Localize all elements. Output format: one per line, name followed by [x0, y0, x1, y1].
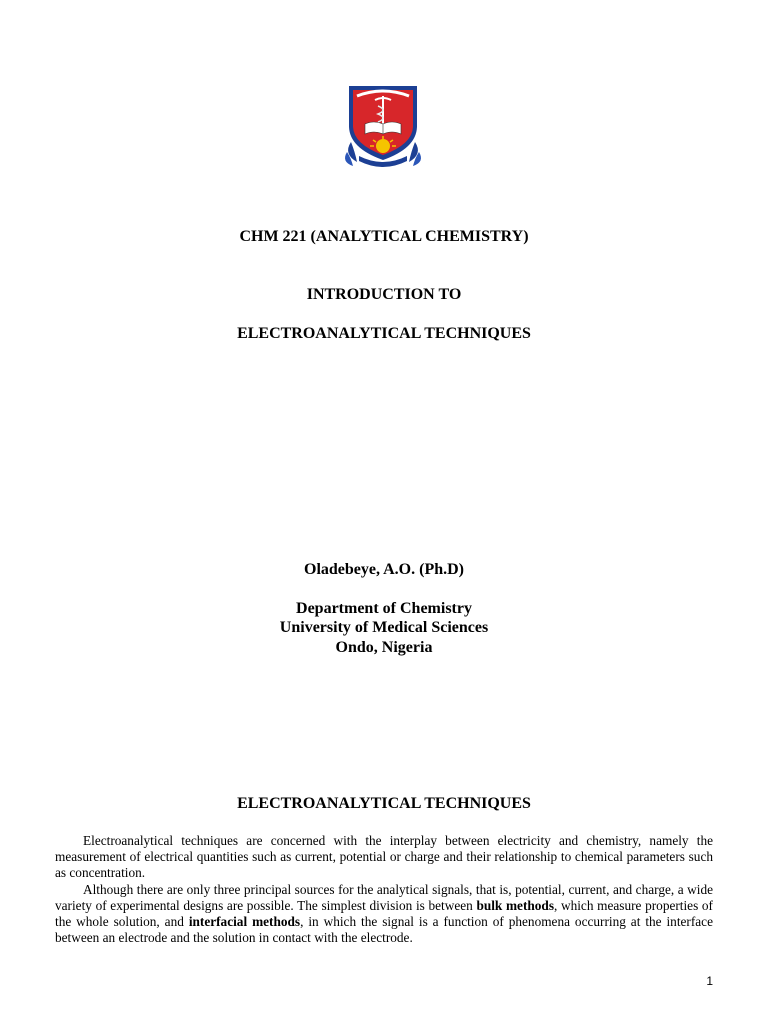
author-name: Oladebeye, A.O. (Ph.D)	[304, 561, 464, 578]
bulk-methods-term: bulk methods	[476, 897, 554, 913]
university-logo	[337, 82, 429, 168]
paragraph-2-text-b: , which measure properties of the whole solution, and	[55, 897, 713, 930]
course-title: CHM 221 (ANALYTICAL CHEMISTRY)	[239, 228, 529, 245]
paragraph-2-text-c: , in which the signal is a function of phenomena occurring at the interface between an electrode and the solution in contact with the electrode.	[55, 914, 713, 946]
paragraph-1: Electroanalytical techniques are concerned with the interplay between electricity and chemistry, namely the measurement of electrical quantities such as current, potential or charge and their relationship to chemical parameters such as concentration.	[55, 833, 713, 881]
title-line-1: INTRODUCTION TO	[306, 286, 462, 303]
university: University of Medical Sciences	[279, 619, 489, 636]
location: Ondo, Nigeria	[335, 639, 433, 656]
interfacial-methods-term: interfacial methods	[188, 914, 301, 930]
page-number: 1	[706, 974, 713, 988]
paragraph-2-text-a: Although there are only three principal sources for the analytical signals, that is, potential, current, and charge, a wide variety of experimental designs are possible. The simplest division is between	[55, 881, 713, 913]
title-line-2: ELECTROANALYTICAL TECHNIQUES	[237, 325, 531, 342]
paragraph-2	[55, 882, 713, 947]
section-heading: ELECTROANALYTICAL TECHNIQUES	[237, 795, 531, 812]
body-text	[55, 833, 713, 946]
department: Department of Chemistry	[296, 600, 472, 617]
